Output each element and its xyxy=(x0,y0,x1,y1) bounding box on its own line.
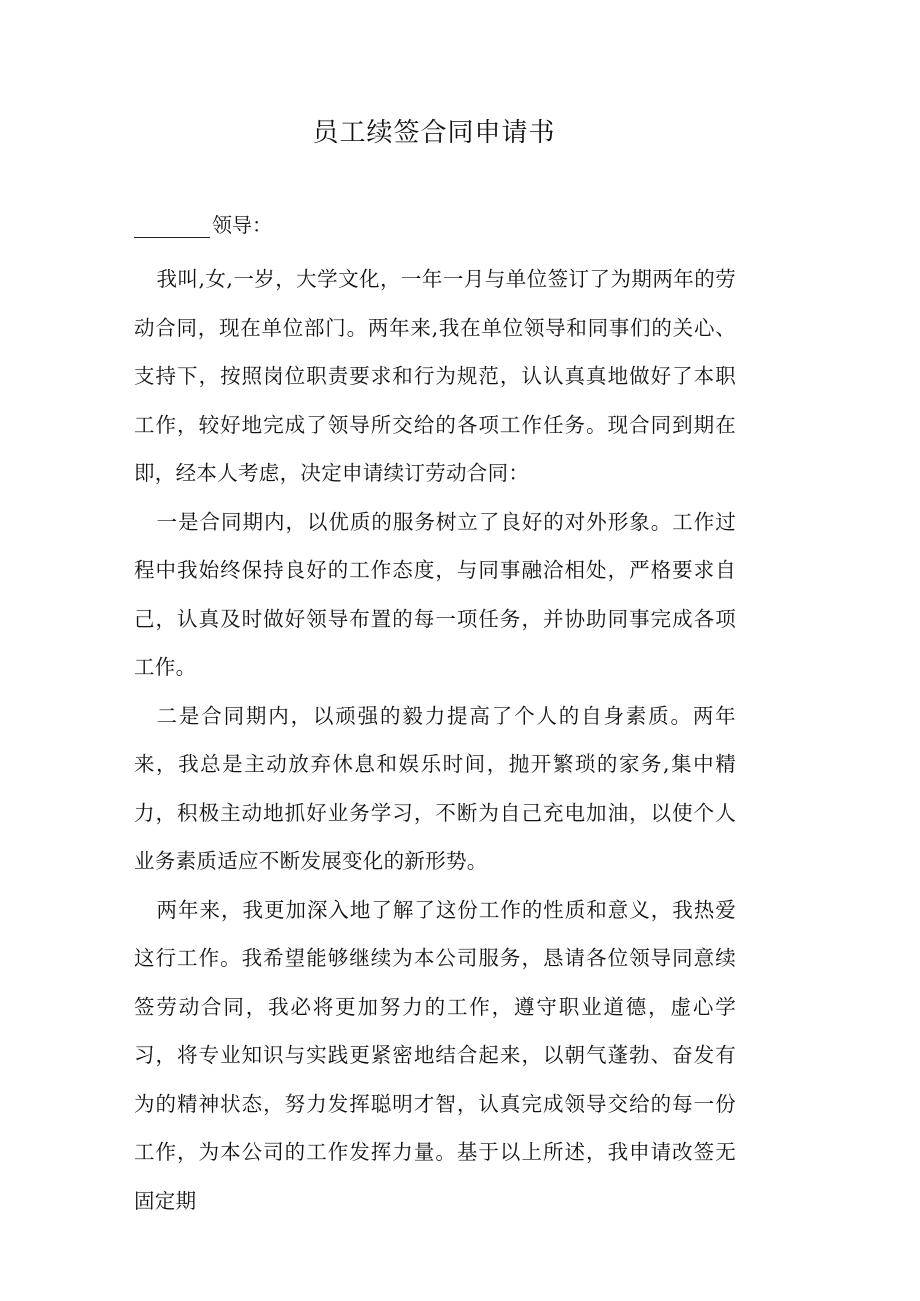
paragraph-intro: 我叫,女,一岁，大学文化，一年一月与单位签订了为期两年的劳动合同，现在单位部门。两年来,我在单位领导和同事们的关心、支持下，按照岗位职责要求和行为规范，认认真真地做好了本职工作，较好地完成了领导所交给的各项工作任务。现合同到期在即，经本人考虑，决定申请续订劳动合同： xyxy=(134,267,736,485)
paragraph-closing: 两年来，我更加深入地了解了这份工作的性质和意义，我热爱这行工作。我希望能够继续为本公司服务，恳请各位领导同意续签劳动合同，我必将更加努力的工作，遵守职业道德，虚心学习，将专业知识与实践更紧密地结合起来，以朝气蓬勃、奋发有为的精神状态，努力发挥聪明才智，认真完成领导交给的每一份工作，为本公司的工作发挥力量。基于以上所述，我申请改签无固定期 xyxy=(134,897,736,1213)
paragraph-point-one: 一是合同期内，以优质的服务树立了良好的对外形象。工作过程中我始终保持良好的工作态度，与同事融洽相处，严格要求自己，认真及时做好领导布置的每一项任务，并协助同事完成各项工作。 xyxy=(134,509,736,679)
document-title: 员工续签合同申请书 xyxy=(312,118,556,148)
salutation-blank-line xyxy=(134,215,210,238)
document-body xyxy=(134,255,736,1225)
paragraph-point-two: 二是合同期内，以顽强的毅力提高了个人的自身素质。两年来，我总是主动放弃休息和娱乐时间，抛开繁琐的家务,集中精力，积极主动地抓好业务学习，不断为自己充电加油，以使个人业务素质适应不断发展变化的新形势。 xyxy=(134,703,736,873)
salutation-text: 领导： xyxy=(212,213,272,237)
salutation xyxy=(134,212,272,238)
